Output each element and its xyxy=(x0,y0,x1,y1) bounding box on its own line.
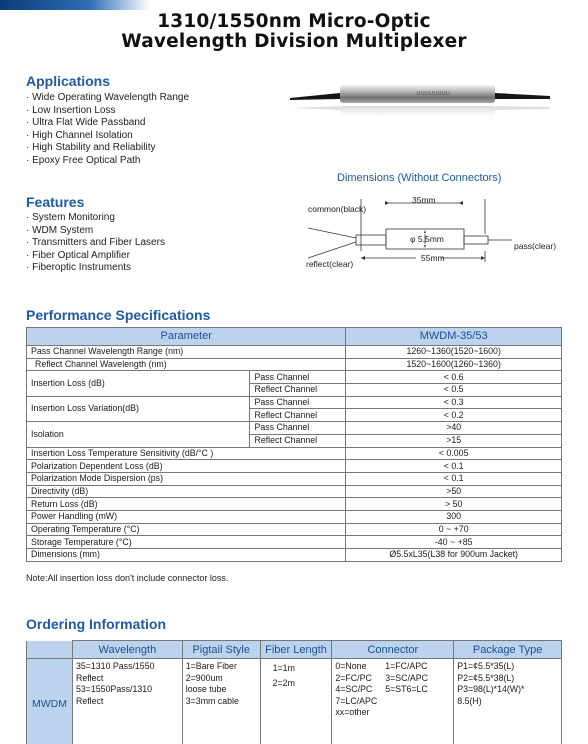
performance-note: Note:All insertion loss don't include connector loss. xyxy=(26,573,229,583)
table-row: Isolation Pass Channel >40 xyxy=(27,422,562,435)
table-row: Power Handling (mW) 300 xyxy=(27,510,562,523)
package-options: P1=¢5.5*35(L) P2=¢5.5*38(L) P3=98(L)*14(W)* 8.5(H) xyxy=(454,659,562,744)
performance-heading: Performance Specifications xyxy=(26,307,211,323)
table-row: Insertion Loss (dB) Pass Channel < 0.6 xyxy=(27,371,562,384)
ordering-corner xyxy=(27,641,73,659)
list-item: · Epoxy Free Optical Path xyxy=(26,155,189,168)
list-item: · High Stability and Reliability xyxy=(26,142,189,155)
table-row: Reflect Channel < 0.2 xyxy=(27,409,562,422)
list-item: · Transmitters and Fiber Lasers xyxy=(26,237,165,250)
table-row: Return Loss (dB) > 50 xyxy=(27,498,562,511)
dim-diameter: φ 5.5mm xyxy=(410,234,444,244)
pigtail-options: 1=Bare Fiber 2=900um loose tube 3=3mm cable xyxy=(182,659,260,744)
fiber-length-options: 1=1m 2=2m xyxy=(260,659,332,744)
table-row xyxy=(27,659,562,744)
list-item: · Wide Operating Wavelength Range xyxy=(26,92,189,105)
features-list xyxy=(26,212,165,275)
col-header-package: Package Type xyxy=(454,641,562,659)
col-header-wavelength: Wavelength xyxy=(72,641,182,659)
applications-heading: Applications xyxy=(26,73,111,89)
dim-reflect-label: reflect(clear) xyxy=(306,259,354,269)
table-row: Dimensions (mm) Ø5.5xL35(L38 for 900um Jacket) xyxy=(27,549,562,562)
svg-text:∩∩∩∩∩∩∩∩: ∩∩∩∩∩∩∩∩ xyxy=(416,89,450,97)
list-item: · High Channel Isolation xyxy=(26,130,189,143)
table-row: Storage Temperature (°C) -40 ~ +85 xyxy=(27,536,562,549)
col-header-model: MWDM-35/53 xyxy=(346,328,562,346)
features-heading: Features xyxy=(26,194,85,210)
list-item: · Fiberoptic Instruments xyxy=(26,262,165,275)
list-item: · Ultra Flat Wide Passband xyxy=(26,117,189,130)
list-item: · System Monitoring xyxy=(26,212,165,225)
list-item: · Fiber Optical Amplifier xyxy=(26,250,165,263)
performance-table xyxy=(26,327,562,562)
table-row: Insertion Loss Variation(dB) Pass Channel < 0.3 xyxy=(27,396,562,409)
dim-length-body: 35mm xyxy=(412,195,436,205)
table-row: Polarization Mode Dispersion (ps) < 0.1 xyxy=(27,472,562,485)
applications-list xyxy=(26,92,189,168)
dimensions-diagram xyxy=(296,186,562,276)
dimensions-title: Dimensions (Without Connectors) xyxy=(337,172,502,184)
list-item: · Low Insertion Loss xyxy=(26,105,189,118)
dim-pass-label: pass(clear) xyxy=(514,241,557,251)
table-row: Operating Temperature (°C) 0 ~ +70 xyxy=(27,523,562,536)
table-row: Reflect Channel < 0.5 xyxy=(27,384,562,397)
wavelength-options: 35=1310 Pass/1550 Reflect 53=1550Pass/1310 Reflect xyxy=(72,659,182,744)
table-row: Insertion Loss Temperature Sensitivity (dB/°C ) < 0.005 xyxy=(27,447,562,460)
table-row: Reflect Channel >15 xyxy=(27,434,562,447)
dim-length-total: 55mm xyxy=(421,253,445,263)
connector-options: 0=None 2=FC/PC 4=SC/PC 7=LC/APC xx=other 1=FC/APC 3=SC/APC 5=ST6=LC xyxy=(332,659,454,744)
table-row: Polarization Dependent Loss (dB) < 0.1 xyxy=(27,460,562,473)
col-header-connector: Connector xyxy=(332,641,454,659)
page-title-line1: 1310/1550nm Micro-Optic xyxy=(157,11,431,32)
col-header-parameter: Parameter xyxy=(27,328,346,346)
list-item: · WDM System xyxy=(26,225,165,238)
table-row: Directivity (dB) >50 xyxy=(27,485,562,498)
col-header-fiber-length: Fiber Length xyxy=(260,641,332,659)
table-row: Pass Channel Wavelength Range (nm) 1260~1360(1520~1600) xyxy=(27,346,562,359)
product-image xyxy=(290,70,550,140)
page-title-line2: Wavelength Division Multiplexer xyxy=(121,31,467,52)
col-header-pigtail: Pigtail Style xyxy=(182,641,260,659)
ordering-model: MWDM xyxy=(27,659,73,744)
ordering-table xyxy=(26,640,562,744)
dim-common-label: common(black) xyxy=(308,204,367,214)
corner-decoration xyxy=(0,0,150,10)
ordering-heading: Ordering Information xyxy=(26,616,166,632)
table-row: Reflect Channel Wavelength (nm) 1520~1600(1260~1360) xyxy=(27,358,562,371)
